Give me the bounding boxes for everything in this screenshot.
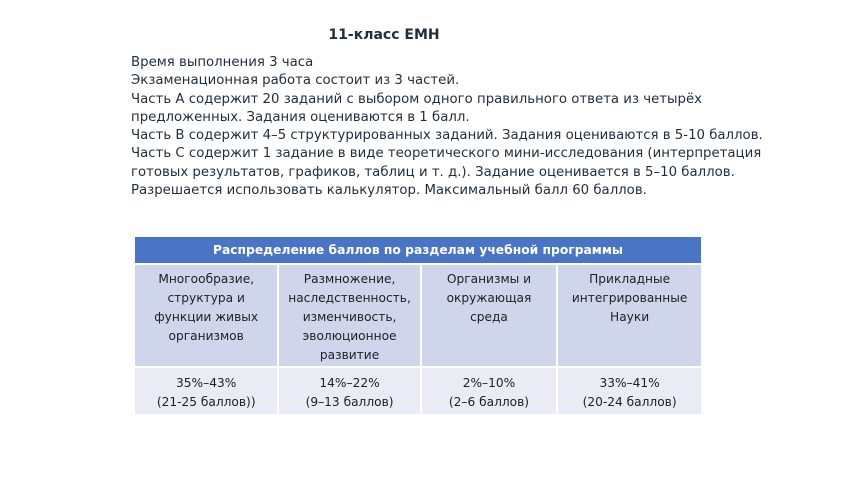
column-header-environment (422, 265, 559, 368)
value-cell-environment (422, 368, 559, 414)
header-line: наследственность, (288, 291, 411, 305)
percent-range: 2%–10% (462, 376, 516, 390)
exam-description (131, 54, 821, 200)
header-line: структура и (167, 291, 245, 305)
points-distribution-table (135, 237, 701, 414)
desc-line-part-c-cont: готовых результатов, графиков, таблиц и т. д.). Задание оценивается в 5–10 баллов. (131, 164, 735, 180)
desc-line-part-c: Часть С содержит 1 задание в виде теоретического мини-исследования (интерпретация (131, 146, 762, 162)
percent-range: 14%–22% (319, 376, 380, 390)
header-line: организмов (168, 329, 244, 343)
value-cell-applied-sciences (558, 368, 701, 414)
header-line: Прикладные (589, 272, 671, 286)
header-line: Науки (610, 310, 650, 324)
header-line: изменчивость, (302, 310, 397, 324)
slide-title: 11-класс ЕМН (328, 27, 440, 43)
value-cell-diversity (135, 368, 279, 414)
header-line: среда (470, 310, 508, 324)
points-range: (20-24 баллов) (582, 395, 677, 409)
value-cell-reproduction (279, 368, 421, 414)
column-header-reproduction (279, 265, 421, 368)
table-title-row (135, 237, 701, 265)
points-range: (21-25 баллов)) (156, 395, 256, 409)
header-line: интегрированные (571, 291, 688, 305)
header-line: функции живых (154, 310, 259, 324)
points-range: (2–6 баллов) (448, 395, 530, 409)
column-header-applied-sciences (558, 265, 701, 368)
desc-line-part-a: Часть А содержит 20 заданий с выбором одного правильного ответа из четырёх (131, 91, 703, 107)
desc-line-part-a-cont: предложенных. Задания оцениваются в 1 балл. (131, 109, 470, 125)
header-line: развитие (319, 348, 380, 362)
header-line: эволюционное (302, 329, 397, 343)
desc-line-duration: Время выполнения 3 часа (131, 55, 314, 70)
header-line: Организмы и (446, 272, 532, 286)
percent-range: 35%–43% (176, 376, 237, 390)
desc-line-calculator: Разрешается использовать калькулятор. Максимальный балл 60 баллов. (131, 183, 647, 199)
table-values-row (135, 368, 701, 414)
header-line: окружающая (446, 291, 532, 305)
column-header-diversity (135, 265, 279, 368)
header-line: Размножение, (303, 272, 396, 286)
desc-line-part-b: Часть В содержит 4–5 структурированных заданий. Задания оцениваются в 5-10 баллов. (131, 128, 763, 144)
desc-line-parts: Экзаменационная работа состоит из 3 частей. (131, 73, 460, 89)
percent-range: 33%–41% (599, 376, 660, 390)
points-range: (9–13 баллов) (305, 395, 394, 409)
header-line: Многообразие, (158, 272, 255, 286)
table-header-row (135, 265, 701, 368)
table-title: Распределение баллов по разделам учебной программы (135, 237, 701, 265)
